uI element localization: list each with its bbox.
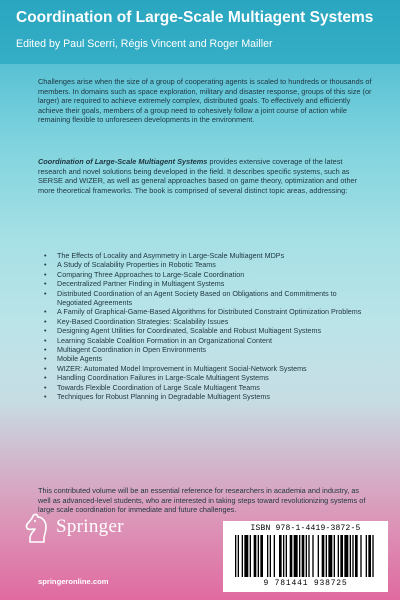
bullet-icon: • (44, 316, 47, 326)
bullet-icon: • (44, 345, 47, 355)
bullet-icon: • (44, 363, 47, 373)
bullet-icon: • (44, 326, 47, 336)
topic-item (44, 279, 364, 288)
springer-logo (22, 512, 152, 544)
topic-text: Comparing Three Approaches to Large-Scale Coordination (57, 269, 245, 279)
topic-item (44, 364, 364, 373)
publisher-name: Springer (56, 516, 124, 537)
bullet-icon: • (44, 269, 47, 279)
bullet-icon: • (44, 373, 47, 383)
publisher-website: springeronline.com (38, 577, 109, 586)
topics-list (44, 251, 364, 402)
topic-item (44, 373, 364, 382)
barcode-digits: 9 781441 938725 (263, 579, 348, 588)
topic-item (44, 392, 364, 401)
book-title: Coordination of Large-Scale Multiagent Systems (16, 9, 374, 26)
topic-text: Decentralized Partner Finding in Multiagent Systems (57, 279, 225, 289)
bullet-icon: • (44, 382, 47, 392)
topic-item (44, 326, 364, 335)
topic-text: A Family of Graphical-Game-Based Algorithms for Distributed Constraint Optimization Problems (57, 307, 362, 317)
topic-text: Mobile Agents (57, 354, 103, 364)
bullet-icon: • (44, 392, 47, 402)
bullet-icon: • (44, 260, 47, 270)
topic-text: Designing Agent Utilities for Coordinated, Scalable and Robust Multiagent Systems (57, 326, 322, 336)
topic-item (44, 260, 364, 269)
bullet-icon: • (44, 307, 47, 317)
topic-item (44, 251, 364, 260)
intro-paragraph: Challenges arise when the size of a group of cooperating agents is scaled to hundreds or thousands of members. In domains such as space exploration, military and disaster response, groups of this size (or larger) are required to achieve extremely complex, distributed goals. To effectively and efficiently achieve their goals, members of a group need to cohesively follow a joint course of action while remaining flexible to unforeseen developments in the environment. (38, 77, 372, 124)
isbn-label: ISBN 978-1-4419-3872-5 (250, 524, 361, 533)
topic-text: Key-Based Coordination Strategies: Scalability Issues (57, 316, 229, 326)
bullet-icon: • (44, 354, 47, 364)
topic-text: A Study of Scalability Properties in Robotic Teams (57, 260, 216, 270)
chess-knight-icon (22, 512, 52, 544)
topic-text: Techniques for Robust Planning in Degradable Multiagent Systems (57, 392, 270, 402)
description-book-title: Coordination of Large-Scale Multiagent Systems (38, 157, 208, 166)
bullet-icon: • (44, 251, 47, 260)
description-paragraph (38, 157, 373, 195)
topic-text: Towards Flexible Coordination of Large Scale Multiagent Teams (57, 382, 260, 392)
topic-text: Handling Coordination Failures in Large-Scale Multiagent Systems (57, 373, 269, 383)
topic-item (44, 289, 364, 308)
topic-text: Learning Scalable Coalition Formation in an Organizational Content (57, 335, 272, 345)
bullet-icon: • (44, 335, 47, 345)
topic-item (44, 336, 364, 345)
bullet-icon: • (44, 288, 47, 298)
topic-item (44, 317, 364, 326)
closing-paragraph: This contributed volume will be an essential reference for researchers in academia and industry, as well as advanced-level students, who are interested in taking steps toward revolutionizing systems of large scale coordination for immediate and future challenges. (38, 486, 366, 514)
topic-text: Multiagent Coordination in Open Environments (57, 345, 207, 355)
topic-item (44, 354, 364, 363)
topic-text: Distributed Coordination of an Agent Society Based on Obligations and Commitments to Negotiated Agreements (57, 288, 337, 308)
barcode-icon (235, 535, 375, 577)
topic-item (44, 307, 364, 316)
isbn-barcode-box (223, 521, 388, 592)
bullet-icon: • (44, 279, 47, 289)
editors-line: Edited by Paul Scerri, Régis Vincent and Roger Mailler (16, 38, 273, 50)
topic-text: WIZER: Automated Model Improvement in Multiagent Social-Network Systems (57, 363, 307, 373)
topic-item (44, 270, 364, 279)
description-text: provides extensive coverage of the latest research and novel solutions being developed in the field. It describes specific systems, such as SERSE and WIZER, as well as general approaches based on game theory, optimization and other more theoretical frameworks. The book is comprised of several distinct topic areas, addressing: (38, 157, 358, 195)
topic-text: The Effects of Locality and Asymmetry in Large-Scale Multiagent MDPs (57, 251, 285, 260)
topic-item (44, 383, 364, 392)
topic-item (44, 345, 364, 354)
